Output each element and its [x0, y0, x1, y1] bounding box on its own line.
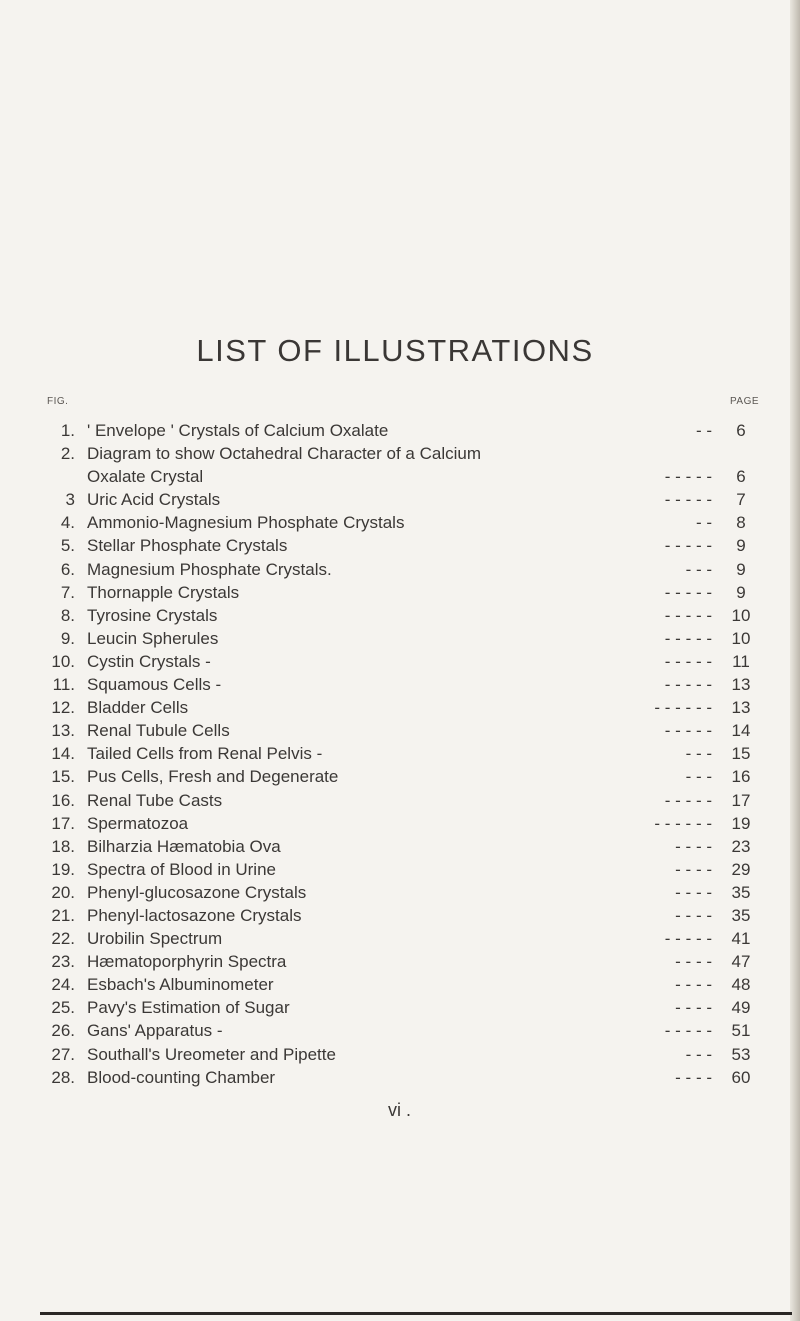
page-number: 51	[731, 1021, 751, 1041]
figure-number: 19.	[51, 859, 75, 879]
list-item	[0, 1068, 790, 1091]
figure-number: 21.	[51, 905, 75, 925]
leader-dashes: - - - - -	[664, 929, 712, 949]
page-number: 9	[736, 536, 746, 556]
page-number: 13	[731, 698, 751, 718]
illustration-title: Diagram to show Octahedral Character of a Calcium	[87, 444, 481, 464]
page-number: 29	[731, 859, 751, 879]
bottom-rule	[40, 1312, 792, 1315]
illustration-title: Urobilin Spectrum	[87, 929, 223, 949]
list-item	[0, 744, 790, 767]
illustration-title: Spectra of Blood in Urine	[87, 859, 276, 879]
figure-number: 12.	[51, 698, 75, 718]
leader-dashes: - - - - - -	[654, 698, 712, 718]
figure-number: 28.	[51, 1067, 75, 1087]
page-number: 6	[736, 467, 746, 487]
illustration-title: Cystin Crystals -	[87, 651, 211, 671]
leader-dashes: - - -	[685, 1044, 712, 1064]
illustration-title: Oxalate Crystal	[87, 467, 204, 487]
illustration-title: ' Envelope ' Crystals of Calcium Oxalate	[87, 421, 389, 440]
list-item	[0, 675, 790, 698]
leader-dashes: - - - - -	[664, 790, 712, 810]
figure-number: 7.	[60, 582, 75, 602]
page-number-footer: vi .	[388, 1100, 412, 1120]
list-item	[0, 906, 790, 929]
figure-number: 11.	[52, 675, 75, 695]
illustration-title: Tailed Cells from Renal Pelvis -	[87, 744, 323, 764]
figure-number: 10.	[51, 651, 75, 671]
page-number: 7	[736, 490, 746, 510]
list-item	[0, 975, 790, 998]
figure-number: 2.	[60, 444, 75, 464]
figure-number: 25.	[51, 998, 75, 1018]
figure-number: 22.	[51, 929, 75, 949]
figure-number: 15.	[51, 767, 75, 787]
list-item	[0, 1045, 790, 1068]
leader-dashes: - -	[695, 421, 712, 440]
figure-number: 17.	[51, 813, 75, 833]
page-number: 49	[731, 998, 751, 1018]
illustration-title: Magnesium Phosphate Crystals.	[87, 559, 332, 579]
illustration-title: Stellar Phosphate Crystals	[87, 536, 288, 556]
page-number: 53	[731, 1044, 751, 1064]
list-item	[0, 444, 790, 467]
list-item	[0, 952, 790, 975]
leader-dashes: - - - - -	[664, 721, 712, 741]
list-item	[0, 629, 790, 652]
leader-dashes: - - - -	[675, 1067, 712, 1087]
leader-dashes: - - -	[685, 767, 712, 787]
leader-dashes: - - - -	[675, 998, 712, 1018]
illustration-title: Spermatozoa	[87, 813, 189, 833]
illustration-title: Renal Tubule Cells	[87, 721, 230, 741]
illustration-title: Pavy's Estimation of Sugar	[87, 998, 290, 1018]
list-item	[0, 467, 790, 490]
leader-dashes: - - - -	[675, 975, 712, 995]
illustration-title: Bladder Cells	[87, 698, 189, 718]
list-item	[0, 513, 790, 536]
list-item	[0, 721, 790, 744]
list-item	[0, 421, 790, 444]
list-item	[0, 698, 790, 721]
page-number: 6	[736, 421, 746, 440]
illustration-title: Southall's Ureometer and Pipette	[87, 1044, 336, 1064]
leader-dashes: - - -	[685, 744, 712, 764]
list-item	[0, 791, 790, 814]
list-item	[0, 1021, 790, 1044]
leader-dashes: - - - -	[675, 952, 712, 972]
leader-dashes: - - - - -	[664, 536, 712, 556]
illustration-title: Blood-counting Chamber	[87, 1067, 276, 1087]
figure-number: 5.	[60, 536, 75, 556]
figure-number: 20.	[51, 882, 75, 902]
page-number: 9	[736, 559, 746, 579]
page-number: 15	[731, 744, 751, 764]
leader-dashes: - - - - -	[664, 1021, 712, 1041]
leader-dashes: - - - - -	[664, 628, 712, 648]
list-item	[0, 929, 790, 952]
figure-number: 13.	[51, 721, 75, 741]
page-edge	[790, 0, 800, 1321]
figure-number: 9.	[60, 628, 75, 648]
illustration-title: Renal Tube Casts	[87, 790, 223, 810]
figure-number: 1.	[60, 421, 75, 440]
page-number: 41	[731, 929, 751, 949]
list-item	[0, 560, 790, 583]
page-number: 8	[736, 513, 746, 533]
list-item	[0, 883, 790, 906]
illustration-title: Uric Acid Crystals	[87, 490, 221, 510]
page-number: 47	[731, 952, 751, 972]
leader-dashes: - - - -	[675, 905, 712, 925]
list-item	[0, 860, 790, 883]
figure-number: 6.	[60, 559, 75, 579]
leader-dashes: - - - - -	[664, 675, 712, 695]
page-number: 10	[731, 628, 751, 648]
page-number: 48	[731, 975, 751, 995]
figure-number: 14.	[51, 744, 75, 764]
illustration-title: Pus Cells, Fresh and Degenerate	[87, 767, 339, 787]
illustration-title: Leucin Spherules	[87, 628, 219, 648]
illustration-title: Hæmatoporphyrin Spectra	[87, 952, 287, 972]
list-item	[0, 652, 790, 675]
figure-number: 26.	[51, 1021, 75, 1041]
list-item	[0, 490, 790, 513]
list-item	[0, 837, 790, 860]
page-number: 11	[732, 651, 750, 671]
figure-number: 27.	[51, 1044, 75, 1064]
figure-number: 24.	[51, 975, 75, 995]
illustration-title: Tyrosine Crystals	[87, 605, 218, 625]
page-number: 9	[736, 582, 746, 602]
illustration-title: Ammonio-Magnesium Phosphate Crystals	[87, 513, 405, 533]
leader-dashes: - - - - -	[664, 605, 712, 625]
illustration-title: Thornapple Crystals	[87, 582, 240, 602]
fig-column-header: FIG.	[47, 396, 69, 407]
figure-number: 8.	[60, 605, 75, 625]
page-number: 60	[731, 1067, 751, 1087]
list-item	[0, 814, 790, 837]
leader-dashes: - - -	[685, 559, 712, 579]
illustration-title: Phenyl-glucosazone Crystals	[87, 882, 307, 902]
page-column-header: PAGE	[730, 396, 760, 407]
leader-dashes: - - - -	[675, 859, 712, 879]
figure-number: 23.	[51, 952, 75, 972]
list-item	[0, 583, 790, 606]
page-number: 35	[731, 882, 751, 902]
page-number: 10	[731, 605, 751, 625]
leader-dashes: - - - -	[675, 836, 712, 856]
list-item	[0, 998, 790, 1021]
page-number: 35	[731, 905, 751, 925]
page-number: 16	[731, 767, 751, 787]
figure-number: 16.	[51, 790, 75, 810]
illustration-title: Bilharzia Hæmatobia Ova	[87, 836, 281, 856]
leader-dashes: - - - - -	[664, 490, 712, 510]
list-item	[0, 767, 790, 790]
leader-dashes: - - - -	[675, 882, 712, 902]
illustration-title: Esbach's Albuminometer	[87, 975, 274, 995]
list-item	[0, 606, 790, 629]
figure-number: 4.	[60, 513, 75, 533]
page-number: 17	[731, 790, 751, 810]
illustration-title: Squamous Cells -	[87, 675, 222, 695]
figure-number: 3	[65, 490, 75, 510]
illustration-list	[0, 421, 790, 1091]
page-title: LIST OF ILLUSTRATIONS	[196, 333, 594, 368]
list-item	[0, 536, 790, 559]
page-number: 13	[731, 675, 751, 695]
illustration-title: Gans' Apparatus -	[87, 1021, 223, 1041]
page-number: 14	[731, 721, 751, 741]
leader-dashes: - - - - -	[664, 582, 712, 602]
page-number: 19	[731, 813, 751, 833]
page-number: 23	[731, 836, 751, 856]
leader-dashes: - - - - - -	[654, 813, 712, 833]
illustration-title: Phenyl-lactosazone Crystals	[87, 905, 302, 925]
figure-number: 18.	[51, 836, 75, 856]
leader-dashes: - - - - -	[664, 467, 712, 487]
leader-dashes: - - - - -	[664, 651, 712, 671]
leader-dashes: - -	[695, 513, 712, 533]
